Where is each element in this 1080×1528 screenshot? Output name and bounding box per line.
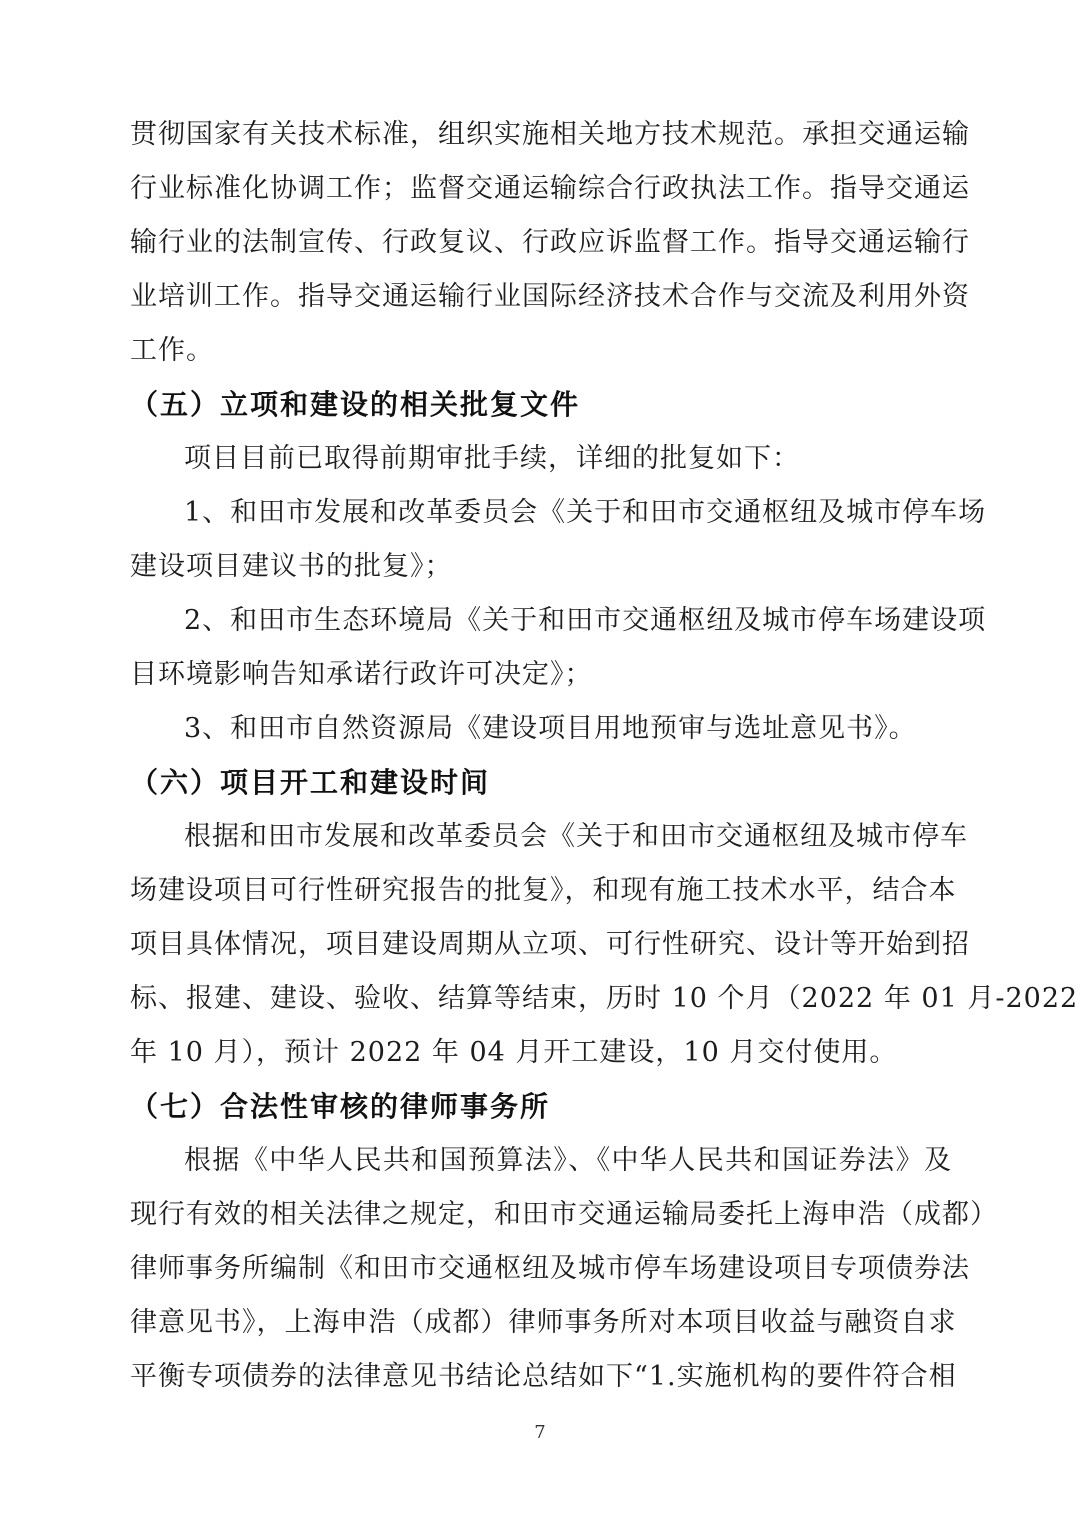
approval-item-3-line-1: 3、和田市自然资源局《建设项目用地预审与选址意见书》。 xyxy=(184,713,917,744)
text-line: 工作。 xyxy=(130,335,214,366)
text-line: 年 10 月），预计 2022 年 04 月开工建设，10 月交付使用。 xyxy=(130,1037,898,1068)
text-line: 律师事务所编制《和田市交通枢纽及城市停车场建设项目专项债券法 xyxy=(130,1253,970,1284)
section-heading-7: （七）合法性审核的律师事务所 xyxy=(130,1090,551,1123)
section7-paragraph xyxy=(130,1134,998,1404)
approval-item-2-line-1: 2、和田市生态环境局《关于和田市交通枢纽及城市停车场建设项 xyxy=(184,605,987,636)
text-line: 根据和田市发展和改革委员会《关于和田市交通枢纽及城市停车 xyxy=(184,821,968,852)
document-body xyxy=(130,108,1079,1404)
text-line: 项目具体情况，项目建设周期从立项、可行性研究、设计等开始到招 xyxy=(130,929,970,960)
text-line: 行业标准化协调工作；监督交通运输综合行政执法工作。指导交通运 xyxy=(130,173,970,204)
approval-item-1-line-1: 1、和田市发展和改革委员会《关于和田市交通枢纽及城市停车场 xyxy=(184,497,987,528)
text-line: 输行业的法制宣传、行政复议、行政应诉监督工作。指导交通运输行 xyxy=(130,227,970,258)
text-line: 根据《中华人民共和国预算法》、《中华人民共和国证券法》及 xyxy=(184,1145,952,1176)
approval-item-1-line-2: 建设项目建议书的批复》； xyxy=(130,551,453,582)
section-heading-5: （五）立项和建设的相关批复文件 xyxy=(130,388,581,421)
text-line: 贯彻国家有关技术标准，组织实施相关地方技术规范。承担交通运输 xyxy=(130,119,970,150)
section-heading-6: （六）项目开工和建设时间 xyxy=(130,766,491,799)
section6-paragraph xyxy=(130,810,1079,1080)
section5-intro: 项目目前已取得前期审批手续，详细的批复如下： xyxy=(184,443,800,474)
page-number: 7 xyxy=(534,1422,546,1443)
text-line: 标、报建、建设、验收、结算等结束，历时 10 个月（2022 年 01 月-2022 xyxy=(130,983,1079,1014)
text-line: 现行有效的相关法律之规定，和田市交通运输局委托上海申浩（成都） xyxy=(130,1199,998,1230)
text-line: 平衡专项债券的法律意见书结论总结如下“1.实施机构的要件符合相 xyxy=(130,1361,957,1392)
paragraph-continuation xyxy=(130,108,970,378)
text-line: 场建设项目可行性研究报告的批复》，和现有施工技术水平，结合本 xyxy=(130,875,957,906)
text-line: 业培训工作。指导交通运输行业国际经济技术合作与交流及利用外资 xyxy=(130,281,970,312)
approval-item-2-line-2: 目环境影响告知承诺行政许可决定》； xyxy=(130,659,593,690)
text-line: 律意见书》，上海申浩（成都）律师事务所对本项目收益与融资自求 xyxy=(130,1307,957,1338)
